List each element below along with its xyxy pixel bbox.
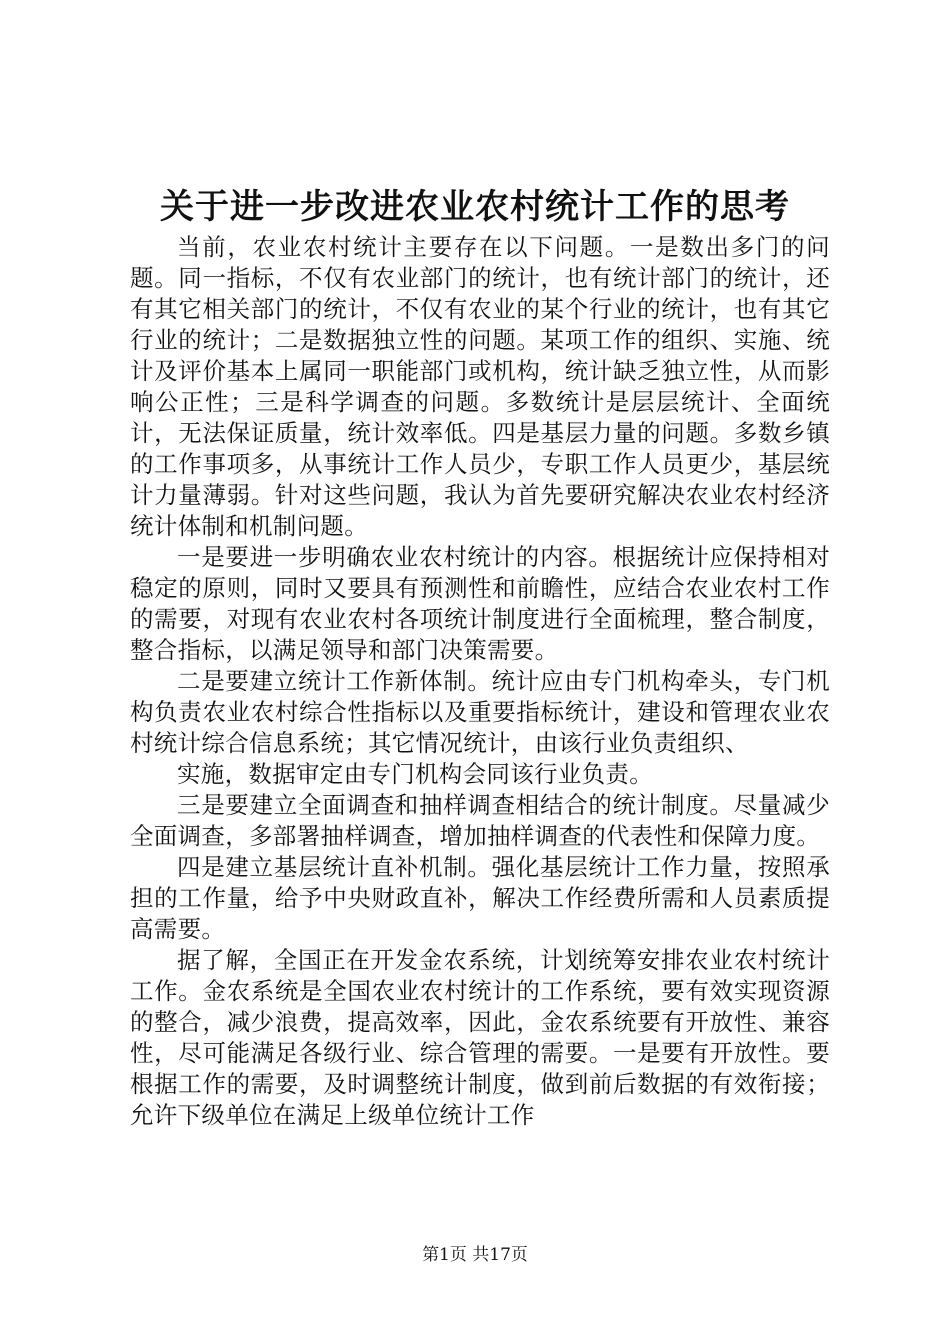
- paragraph-point-four: 四是建立基层统计直补机制。强化基层统计工作力量，按照承担的工作量，给予中央财政直补，解决工作经费所需和人员素质提高需要。: [130, 853, 830, 943]
- paragraph-point-two: 二是要建立统计工作新体制。统计应由专门机构牵头，专门机构负责农业农村综合性指标以及重要指标统计，建设和管理农业农村统计综合信息系统；其它情况统计，由该行业负责组织、: [130, 667, 830, 757]
- paragraph-point-three: 三是要建立全面调查和抽样调查相结合的统计制度。尽量减少全面调查，多部署抽样调查，增加抽样调查的代表性和保障力度。: [130, 791, 830, 850]
- paragraph-point-one: 一是要进一步明确农业农村统计的内容。根据统计应保持相对稳定的原则，同时又要具有预测性和前瞻性，应结合农业农村工作的需要，对现有农业农村各项统计制度进行全面梳理，整合制度，整合指标，以满足领导和部门决策需要。: [130, 543, 830, 664]
- paragraph-jinnong-system: 据了解，全国正在开发金农系统，计划统筹安排农业农村统计工作。金农系统是全国农业农村统计的工作系统，要有效实现资源的整合，减少浪费，提高效率，因此，金农系统要有开放性、兼容性，尽可能满足各级行业、综合管理的需要。一是要有开放性。要根据工作的需要，及时调整统计制度，做到前后数据的有效衔接；允许下级单位在满足上级单位统计工作: [130, 946, 830, 1129]
- paragraph-current-problems: 当前，农业农村统计主要存在以下问题。一是数出多门的问题。同一指标，不仅有农业部门的统计，也有统计部门的统计，还有其它相关部门的统计，不仅有农业的某个行业的统计，也有其它行业的统计；二是数据独立性的问题。某项工作的组织、实施、统计及评价基本上属同一职能部门或机构，统计缺乏独立性，从而影响公正性；三是科学调查的问题。多数统计是层层统计、全面统计，无法保证质量，统计效率低。四是基层力量的问题。多数乡镇的工作事项多，从事统计工作人员少，专职工作人员更少，基层统计力量薄弱。针对这些问题，我认为首先要研究解决农业农村经济统计体制和机制问题。: [130, 233, 830, 540]
- page-number-footer: 第1页 共17页: [422, 1245, 528, 1265]
- paragraph-point-two-continued: 实施，数据审定由专门机构会同该行业负责。: [177, 760, 653, 788]
- document-title: 关于进一步改进农业农村统计工作的思考: [160, 187, 790, 227]
- document-body: [130, 232, 830, 1131]
